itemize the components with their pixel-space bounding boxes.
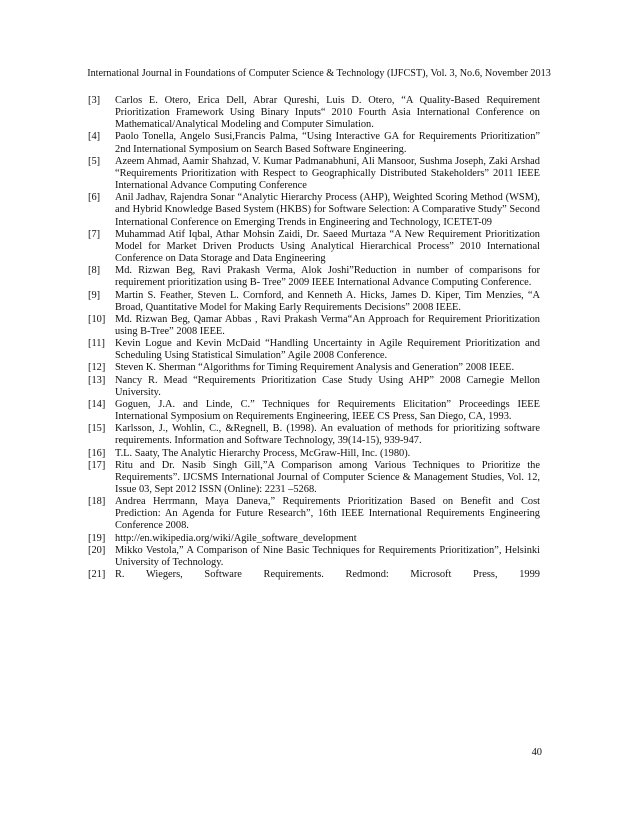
reference-text: T.L. Saaty, The Analytic Hierarchy Process, McGraw-Hill, Inc. (1980). bbox=[115, 447, 411, 459]
reference-text: Nancy R. Mead “Requirements Prioritization Case Study Using AHP” 2008 Carnegie Mellon University. bbox=[115, 374, 540, 398]
reference-item bbox=[88, 95, 540, 131]
reference-text: Azeem Ahmad, Aamir Shahzad, V. Kumar Padmanabhuni, Ali Mansoor, Sushma Joseph, Zaki Arshad “Requirements Prioritization with Respect to Geographically Distributed Stakeholders” 2011 IEEE International Advance Computing Conference bbox=[115, 155, 540, 192]
reference-item bbox=[88, 290, 540, 314]
reference-text: Ritu and Dr. Nasib Singh Gill,”A Comparison among Various Techniques to Prioritize the Requirements”. IJCSMS International Journal of Computer Science & Management Studies, Vol. 12, Issue 03, Sept 2012 ISSN (Online): 2231 –5268. bbox=[115, 459, 540, 495]
reference-text: Karlsson, J., Wohlin, C., &Regnell, B. (1998). An evaluation of methods for prioritizing software requirements. Information and Software Technology, 39(14-15), 939-947. bbox=[115, 423, 540, 447]
reference-number: [11] bbox=[88, 338, 105, 350]
reference-item bbox=[88, 460, 540, 496]
reference-item bbox=[88, 569, 540, 581]
reference-list bbox=[88, 95, 540, 581]
reference-item bbox=[88, 131, 540, 155]
reference-number: [5] bbox=[88, 155, 101, 167]
reference-number: [9] bbox=[88, 289, 101, 301]
reference-item bbox=[88, 533, 540, 545]
reference-number: [8] bbox=[88, 265, 101, 277]
reference-number: [10] bbox=[88, 313, 106, 325]
reference-item bbox=[88, 192, 540, 228]
reference-item bbox=[88, 156, 540, 192]
reference-text: Steven K. Sherman “Algorithms for Timing Requirement Analysis and Generation” 2008 IEEE. bbox=[115, 362, 515, 374]
reference-number: [6] bbox=[88, 192, 101, 204]
reference-number: [17] bbox=[88, 459, 106, 471]
reference-text: Goguen, J.A. and Linde, C.” Techniques for Requirements Elicitation” Proceedings IEEE International Symposium on Requirements Engineering, IEEE CS Press, San Diego, CA, 1993. bbox=[115, 398, 540, 423]
page-number: 40 bbox=[531, 747, 542, 758]
reference-text: Anil Jadhav, Rajendra Sonar “Analytic Hierarchy Process (AHP), Weighted Scoring Method (WSM), and Hybrid Knowledge Based System (HKBS) for Software Selection: A Comparative Study” Second International Conference on Emerging Trends in Engineering and Technology, ICETET-09 bbox=[115, 192, 540, 228]
reference-item bbox=[88, 448, 540, 460]
running-header: International Journal in Foundations of Computer Science & Technology (IJFCST), Vol. 3, No.6, November 2013 bbox=[87, 68, 551, 79]
reference-text: Martin S. Feather, Steven L. Cornford, and Kenneth A. Hicks, James D. Kiper, Tim Menzies, “A Broad, Quantitative Model for Making Early Requirements Decisions” 2008 IEEE. bbox=[115, 289, 540, 313]
reference-text: Carlos E. Otero, Erica Dell, Abrar Qureshi, Luis D. Otero, “A Quality-Based Requirement Prioritization Framework Using Binary Inputs“ 2010 Fourth Asia International Conference on Mathematical/Analytical Modeling and Computer Simulation. bbox=[115, 95, 540, 131]
reference-item bbox=[88, 545, 540, 569]
reference-item bbox=[88, 265, 540, 289]
reference-text: http://en.wikipedia.org/wiki/Agile_software_development bbox=[115, 532, 357, 544]
reference-number: [20] bbox=[88, 544, 106, 556]
reference-text: R. Wiegers, Software Requirements. Redmond: Microsoft Press, 1999 bbox=[115, 569, 540, 581]
reference-item bbox=[88, 338, 540, 362]
reference-item bbox=[88, 375, 540, 399]
reference-text: Muhammad Atif Iqbal, Athar Mohsin Zaidi, Dr. Saeed Murtaza “A New Requirement Prioritization Model for Market Driven Products Using Analytical Hierarchical Process” 2010 International Conference on Data Storage and Data Engineering bbox=[115, 228, 540, 265]
reference-number: [3] bbox=[88, 95, 101, 106]
reference-number: [4] bbox=[88, 131, 101, 143]
reference-text: Andrea Herrmann, Maya Daneva,” Requirements Prioritization Based on Benefit and Cost Prediction: An Agenda for Future Research”, 16th IEEE International Requirements Engineering Conference 2008. bbox=[115, 496, 540, 532]
reference-number: [7] bbox=[88, 228, 101, 240]
reference-number: [15] bbox=[88, 423, 106, 435]
reference-number: [16] bbox=[88, 447, 106, 459]
reference-item bbox=[88, 423, 540, 447]
reference-item bbox=[88, 314, 540, 338]
reference-number: [13] bbox=[88, 374, 106, 386]
reference-text: Mikko Vestola,” A Comparison of Nine Basic Techniques for Requirements Prioritization”, Helsinki University of Technology. bbox=[115, 544, 540, 568]
reference-text: Kevin Logue and Kevin McDaid “Handling Uncertainty in Agile Requirement Prioritization and Scheduling Using Statistical Simulation” Agile 2008 Conference. bbox=[115, 338, 540, 362]
reference-text: Md. Rizwan Beg, Ravi Prakash Verma, Alok Joshi”Reduction in number of comparisons for requirement prioritization using B- Tree” 2009 IEEE International Advance Computing Conference. bbox=[115, 265, 540, 289]
reference-number: [14] bbox=[88, 398, 106, 410]
reference-item bbox=[88, 399, 540, 423]
reference-text: Md. Rizwan Beg, Qamar Abbas , Ravi Prakash Verma“An Approach for Requirement Prioritization using B-Tree” 2008 IEEE. bbox=[115, 313, 540, 337]
reference-number: [12] bbox=[88, 362, 106, 374]
reference-number: [18] bbox=[88, 496, 106, 508]
reference-item bbox=[88, 362, 540, 374]
reference-number: [21] bbox=[88, 569, 106, 581]
reference-text: Paolo Tonella, Angelo Susi,Francis Palma, “Using Interactive GA for Requirements Prioritization” 2nd International Symposium on Search Based Software Engineering. bbox=[115, 131, 540, 155]
reference-item bbox=[88, 496, 540, 532]
reference-number: [19] bbox=[88, 532, 106, 544]
reference-item bbox=[88, 229, 540, 265]
